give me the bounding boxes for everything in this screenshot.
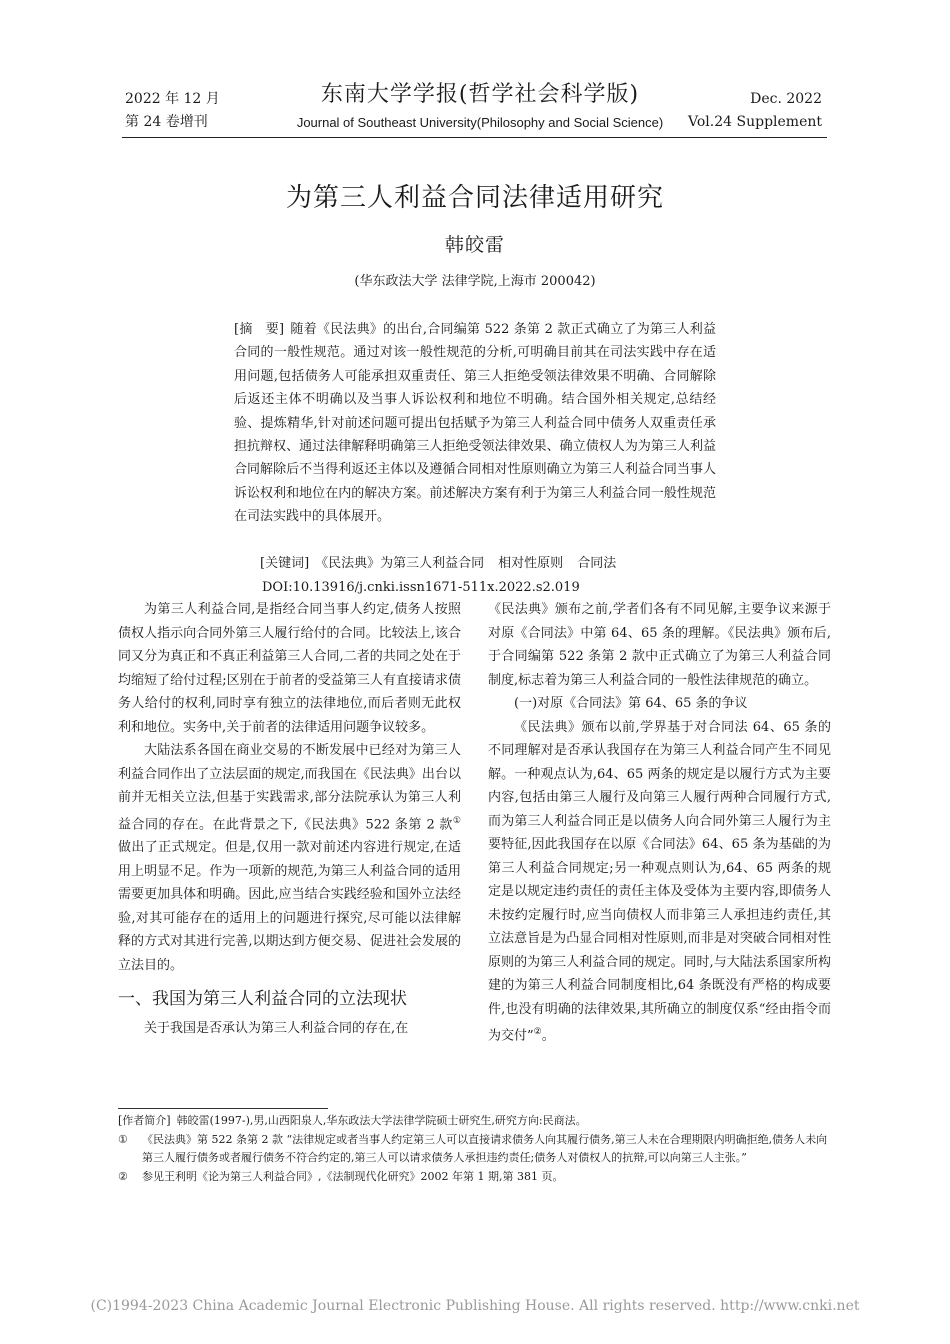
- body-text: 大陆法系各国在商业交易的不断发展中已经对为第三人利益合同作出了立法层面的规定,而我国在《民法典》出台以前并无相关立法,但基于实践需求,部分法院承认为第三人利益合同的存在。在此背景之下,《民法典》522 条第 2 款: [118, 743, 461, 832]
- footnote-ref-1: ①: [452, 815, 461, 826]
- abstract-label: [摘 要]: [234, 322, 285, 337]
- footnote-mark: ①: [118, 1132, 128, 1146]
- footnotes: [118, 1112, 834, 1186]
- abstract-text: 随着《民法典》的出台,合同编第 522 条第 2 款正式确立了为第三人利益合同的一般性规范。通过对该一般性规范的分析,可明确目前其在司法实践中存在适用问题,包括债务人可能承担双重责任、第三人拒绝受领法律效果不明确、合同解除后返还主体不明确以及当事人诉讼权利和地位不明确。结合国外相关规定,总结经验、提炼精华,针对前述问题可提出包括赋予为第三人利益合同中债务人双重责任承担抗辩权、通过法律解释明确第三人拒绝受领法律效果、确立债权人为为第三人利益合同解除后不当得利返还主体以及遵循合同相对性原则确立为第三人利益合同当事人诉讼权利和地位在内的解决方案。前述解决方案有利于为第三人利益合同一般性规范在司法实践中的具体展开。: [234, 322, 716, 525]
- header-date: 2022 年 12 月: [125, 91, 220, 107]
- header-volume: 第 24 卷增刊: [125, 114, 208, 130]
- footnote-ref-2: ②: [533, 1027, 542, 1037]
- body-paragraph: 为第三人利益合同,是指经合同当事人约定,债务人按照债权人指示向合同外第三人履行给付的合同。比较法上,该合同又分为真正和不真正利益第三人合同,二者的共同之处在于均缩短了给付过程;区别在于前者的受益第三人有直接请求债务人给付的权利,同时享有独立的法律地位,而后者则无此权利和地位。实务中,关于前者的法律适用问题争议较多。: [118, 602, 461, 735]
- footnote-text: 参见王利明《论为第三人利益合同》,《法制现代化研究》2002 年第 1 期,第 381 页。: [142, 1169, 564, 1183]
- body-paragraph: 关于我国是否承认为第三人利益合同的存在,在: [144, 1021, 409, 1037]
- footnote-text: 《民法典》第 522 条第 2 款 “法律规定或者当事人约定第三人可以直接请求债务人向其履行债务,第三人未在合理期限内明确拒绝,债务人未向第三人履行债务或者履行债务不符合约定的,第三人可以请求债务人承担违约责任;债务人对债权人的抗辩,可以向第三人主张。”: [142, 1132, 828, 1164]
- body-text: 《民法典》颁布以前,学界基于对合同法 64、65 条的不同理解对是否承认我国存在为第三人利益合同产生不同见解。一种观点认为,64、65 两条的规定是以履行方式为主要内容,包括由第三人履行及向第三人履行两种合同履行方式,而为第三人利益合同正是以债务人向合同外第三人履行为主要特征,因此我国存在以原《合同法》64、65 条为基础的为第三人利益合同规定;另一种观点则认为,64、65 两条的规定是以规定违约责任的责任主体及受体为主要内容,即债务人未按约定履行时,应当向债权人而非第三人承担违约责任,其立法意旨是为凸显合同相对性原则,而非是对突破合同相对性原则的为第三人利益合同的规定。同时,与大陆法系国家所构建的为第三人利益合同制度相比,64 条既没有严格的构成要件,也没有明确的法律效果,其所确立的制度仅系“经由指令而为交付”: [488, 719, 831, 1044]
- doi: DOI:10.13916/j.cnki.issn1671-511x.2022.s2.019: [262, 580, 580, 595]
- body-paragraph: 《民法典》颁布之前,学者们各有不同见解,主要争议来源于对原《合同法》中第 64、65 条的理解。《民法典》颁布后,于合同编第 522 条第 2 款中正式确立了为第三人利益合同制度,标志着为第三人利益合同的一般性法律规范的确立。: [488, 602, 831, 688]
- journal-title-cn: 东南大学学报(哲学社会科学版): [320, 82, 640, 107]
- journal-title-en: Journal of Southeast University(Philosophy and Social Science): [296, 115, 664, 130]
- header-rule: [122, 137, 827, 138]
- keyword-item: 合同法: [577, 556, 617, 571]
- abstract: [234, 318, 716, 529]
- header-issue-info-en: [688, 88, 822, 134]
- keyword-item: 《民法典》为第三人利益合同: [315, 556, 485, 571]
- author-affiliation: (华东政法大学 法律学院,上海市 200042): [354, 274, 596, 289]
- author-bio: [118, 1112, 834, 1131]
- article-author: 韩皎雷: [444, 234, 505, 256]
- body-paragraph: [488, 716, 831, 1048]
- copyright-notice: (C)1994-2023 China Academic Journal Electronic Publishing House. All rights reserved. http://www.cnki.net: [90, 1298, 860, 1314]
- body-paragraph: [118, 739, 461, 977]
- body-text: 。: [541, 1028, 555, 1044]
- author-bio-text: 韩皎雷(1997-),男,山西阳泉人,华东政法大学法律学院硕士研究生,研究方向:民商法。: [176, 1114, 587, 1127]
- footnote-2: [118, 1168, 834, 1187]
- body-column-left: [118, 598, 461, 1041]
- author-bio-label: [作者简介]: [118, 1114, 171, 1127]
- keywords-label: [关键词]: [260, 556, 310, 571]
- footnote-mark: ②: [118, 1169, 128, 1183]
- body-text: 做出了正式规定。但是,仅用一款对前述内容进行规定,在适用上明显不足。作为一项新的规范,为第三人利益合同的适用需要更加具体和明确。因此,应当结合实践经验和国外立法经验,对其可能存在的适用上的问题进行探究,尽可能以法律解释的方式对其进行完善,以期达到方便交易、促进社会发展的立法目的。: [118, 840, 461, 973]
- header-date-en: Dec. 2022: [750, 91, 822, 107]
- journal-title-block: [250, 80, 710, 134]
- subsection-heading-1: (一)对原《合同法》第 64、65 条的争议: [514, 696, 748, 711]
- footnote-rule: [118, 1108, 328, 1109]
- header-issue-info: [125, 88, 220, 134]
- section-heading-1: 一、我国为第三人利益合同的立法现状: [118, 989, 407, 1010]
- header-volume-en: Vol.24 Supplement: [688, 114, 822, 130]
- keyword-item: 相对性原则: [498, 556, 564, 571]
- body-column-right: [488, 598, 831, 1048]
- footnote-1: [118, 1131, 834, 1168]
- keywords: [260, 552, 720, 575]
- article-title: 为第三人利益合同法律适用研究: [285, 183, 664, 213]
